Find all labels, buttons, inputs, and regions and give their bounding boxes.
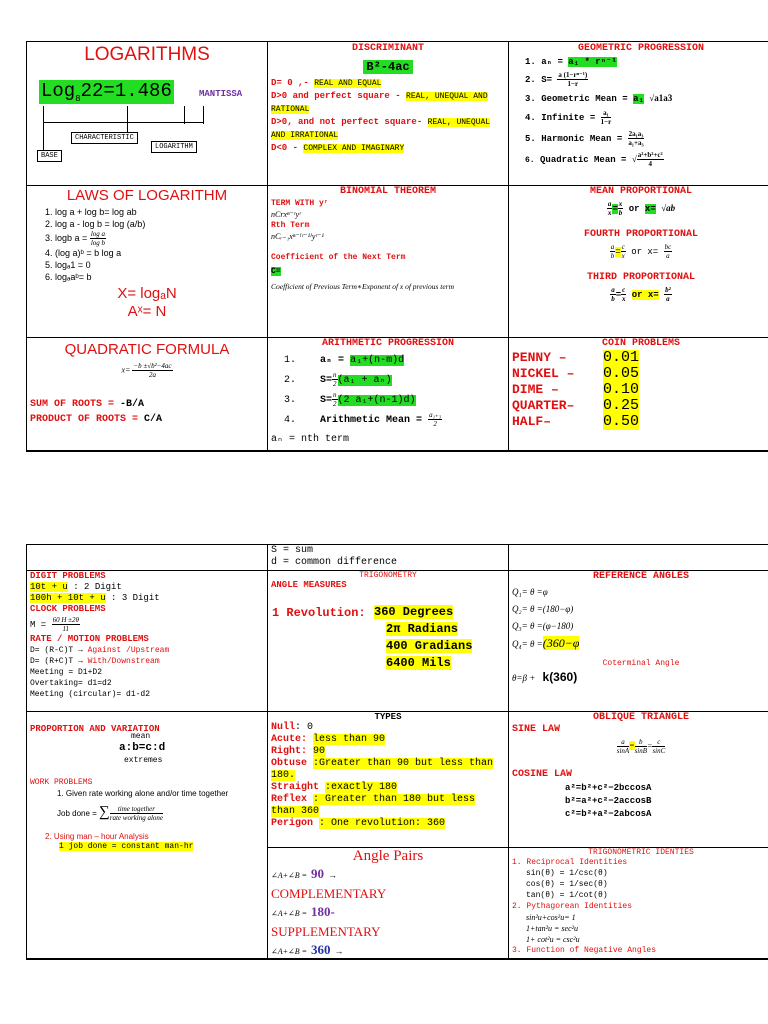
log-x-formula: X= logₐN [117,285,177,302]
logarithm-box: LOGARITHM [151,141,197,153]
geo-item-5: 5. [525,133,536,144]
digit-2-desc: : 3 Digit [111,593,160,603]
pythagorean-1: sin²u+cos²u= 1 [526,913,576,922]
proportion-title: PROPORTION AND VARIATION [30,724,160,734]
discriminant-formula: B²-4ac [363,60,412,74]
discriminant-cell [267,41,509,186]
arith-note: aₙ = nth term [271,434,350,446]
type-reflex-value: : Greater than 180 but less than 360 [271,794,476,817]
geometric-progression-cell: GEOMETRIC PROGRESSION 1. aₙ = a₁ * rⁿ⁻¹ 2. S= $\frac{\text{a (1−rⁿ⁻¹)}}{1-r}$ 3. Geometric Mean = a₁ √a1a3 4. Infinite = $\frac{\text{a₁}}{1-r}$ 5. Harmonic Mean = $\frac{\text{2a₁a₃}}{\text{a₁+a₃}}$ 6. Quadratic Mean = √ $\frac{\text{a²+b²+c²}}{4}$ [508,41,768,186]
rev-degrees: 360 Degrees [374,605,454,619]
ref-q4: Q₄= θ = [512,639,543,649]
proportion-cell: PROPORTION AND VARIATION mean a:b=c:d extremes WORK PROBLEMS 1. Given rate working alone and/or time together Job done = ∑ $\frac{\text{time together}}{\text{rate working alone}}$ 2. Using man – hour Analysis 1 job done = constant man-hr [26,711,268,960]
arith-mean: Arithmetic Mean = [320,415,423,427]
geo-an: aₙ = [541,57,563,67]
mp-or: or [628,203,640,214]
reference-title: REFERENCE ANGLES [592,571,689,582]
coin-nickel: NICKEL – [512,366,575,381]
geo-qm-num: a²+b²+c² [637,151,663,159]
geo-an-value: a₁ * rⁿ⁻¹ [568,57,617,67]
discriminant-cases [268,75,508,157]
type-reflex: Reflex [271,794,308,805]
type-acute-value: less than 90 [313,734,386,745]
cosine-law-title: COSINE LAW [512,769,573,780]
pair-supp-value: 180- [310,904,335,919]
type-null-value: : 0 [295,722,314,733]
proportion-extremes: extremes [124,756,163,765]
arith-an-value: a₁+(n-m)d [350,355,405,366]
law-6: 6. logₐaᵇ= b [45,272,92,282]
reciprocal-tan: tan(θ) = 1/cot(θ) [526,891,608,900]
ref-q2: Q₂= θ =(180−φ) [512,604,574,614]
job-den: rate working alone [109,814,164,823]
laws-cell [26,185,268,338]
rate-2-desc: With/Downstream [87,657,160,666]
arith-mean-num: a₁₊₃ [429,411,442,420]
type-perigon-value: : One revolution: 360 [319,818,446,829]
d-positive-square: D>0 and perfect square - [271,91,401,101]
angle-pairs-title: Angle Pairs [352,848,424,864]
pythagorean-3: 1+ cot²u = csc²u [526,935,580,944]
cosine-law-a: a²=b²+c²−2bccosA [565,783,652,793]
law-1: 1. log a + log b= log ab [45,207,137,217]
arith-item-4: 4. [284,415,297,427]
sum-roots-value: -B/A [120,399,145,410]
quadratic-num: −b ±√b²−4ac [133,362,172,370]
job-num: time together [110,805,163,814]
mean-proportional-title: MEAN PROPORTIONAL [589,186,693,197]
pythagorean-2: 1+tan²u = sec²u [526,924,579,933]
law-2: 2. log a - log b = log (a/b) [45,219,146,229]
revolution-label: 1 Revolution: [272,606,366,620]
reciprocal-sin: sin(θ) = 1/csc(θ) [526,869,608,878]
type-null: Null [271,722,296,733]
identities-title: TRIGONOMETRIC IDENTIES [588,848,694,857]
proportional-cell: MEAN PROPORTIONAL $\frac{a}{x}$ = $\frac{x}{b}$ or x= √ab FOURTH PROPORTIONAL $\frac{a}{b}$ = $\frac{c}{x}$ or x= $\frac{bc}{a}$ THIRD PROPORTIONAL $\frac{a}{b}$ = $\frac{c}{x}$ or x= $\frac{\text{b²}}{a}$ [508,185,768,338]
arith-item-2: 2. [284,375,297,387]
product-roots-label: PRODUCT OF ROOTS = [30,414,139,425]
logarithms-title: LOGARITHMS [84,44,210,65]
oblique-title: OBLIQUE TRIANGLE [592,712,689,723]
rev-radians: 2π Radians [386,622,459,636]
mantissa-label: MANTISSA [199,89,243,99]
angle-types-cell [267,711,509,848]
binomial-cell [267,185,509,338]
geo-harmonic: Harmonic Mean = [541,133,623,144]
digit-2: 100h + 10t + u [30,593,106,603]
type-right-value: 90 [313,746,326,757]
pair-comp-formula: ∠A+∠B = [271,871,307,880]
binomial-title: BINOMIAL THEOREM [339,186,436,197]
reference-angles-cell [508,570,768,712]
type-obtuse: Obtuse [271,758,308,769]
rate-1: D= (R-C)T → [30,646,83,655]
arith-item-3: 3. [284,395,297,407]
arithmetic-cell: ARITHMETIC PROGRESSION 1. aₙ = a₁+(n-m)d 2. S= $\frac{n}{2}$ (a₁ + aₙ) 3. S= $\frac{n}{2}$ (2 a₁+(n-1)d) 4. Arithmetic Mean = $\frac{\text{a₁₊₃}}{2}$ aₙ = nth term [267,337,509,452]
geo-sum: 2. S= [525,74,553,85]
geo-item-3: 3. [525,94,536,104]
arith-item-1: 1. [284,355,297,366]
d-zero-result: REAL AND EQUAL [314,79,382,88]
rate-4: Overtaking= d1=d2 [30,679,112,688]
law-3-den: log b [90,239,106,247]
geometric-title: GEOMETRIC PROGRESSION [577,43,705,54]
log-value: 22=1.486 [80,80,172,102]
angle-pairs-cell [267,847,509,960]
pair-comp-value: 90 [310,866,324,881]
page2-top-right [508,544,768,571]
binomial-coef-formula: Coefficient of Previous Term∗Exponent of x of previous term [271,282,454,291]
negative-angles-title: 3. Function of Negative Angles [512,946,657,955]
log-example [39,80,174,104]
coterminal-k: k(360) [542,670,578,684]
law-5: 5. logₐ1 = 0 [45,260,91,270]
d-positive-nonsquare: D>0, and not perfect square- [271,117,423,127]
type-right: Right: [271,746,308,757]
ref-q4-value: (360−φ [542,636,580,650]
coin-quarter: QUARTER– [512,398,575,413]
arithmetic-title: ARITHMETIC PROGRESSION [321,338,455,349]
geo-gm-label: Geometric Mean [541,94,617,104]
geo-sum-num: a (1−rⁿ⁻¹) [558,71,588,79]
coin-quarter-value: 0.25 [603,397,640,414]
mp-a: a [607,200,612,208]
arith-n: n [333,371,337,379]
law-3: 3. logb a = [45,232,88,243]
coin-nickel-value: 0.05 [603,365,640,382]
coterminal-title: Coterminal Angle [602,659,680,668]
arith-s: S= [320,375,333,387]
d-positive-nonsquare-result: REAL, UNEQUAL AND IRRATIONAL [271,118,491,140]
ref-q1: Q₁= θ =φ [512,587,548,597]
geo-gm-root: √a1a3 [649,93,673,103]
product-roots-value: C/A [144,414,163,425]
law-3-num: log a [90,230,106,238]
clock-title: CLOCK PROBLEMS [30,604,106,614]
geo-hm-den: a₁+a₃ [628,139,644,147]
coin-cell [508,337,768,452]
page2-top-middle [267,544,509,571]
work-item-2: 2. Using man – hour Analysis [45,832,149,842]
coin-penny-value: 0.01 [603,349,640,366]
pair-supp-formula: ∠A+∠B = [271,909,307,918]
type-straight-value: :exactly 180 [325,782,398,793]
supplementary-label: SUPPLEMENTARY [271,924,381,939]
geo-item-1: 1. [525,57,536,67]
digit-1-desc: : 2 Digit [73,582,122,592]
binomial-rth-formula: nCᵣ₋₁xⁿ⁻⁽ʳ⁻¹⁾yʳ⁻¹ [271,232,324,241]
geo-item-6: 6. [525,155,535,165]
coin-penny: PENNY – [512,350,567,365]
arith-mean-den: 2 [433,420,437,429]
geo-quadratic: Quadratic Mean = [540,154,627,165]
job-done-label: Job done = [57,809,97,818]
arith-s3: (2 a₁+(n-1)d) [337,395,416,407]
rev-gradians: 400 Gradians [386,639,473,653]
geo-inf-den: 1−r [600,118,612,126]
mp-x2: x [618,200,623,208]
angle-measures-cell [267,570,509,712]
oblique-triangle-cell: OBLIQUE TRIANGLE SINE LAW $\frac{a}{\sin A}$ = $\frac{b}{\sin B}$ = $\frac{c}{\sin C}$ COSINE LAW a²=b²+c²−2bccosA b²=a²+c²−2accosB c²=b²+a²−2abcosA [508,711,768,848]
complementary-label: COMPLEMENTARY [271,886,387,901]
coterminal-formula: θ=β + [512,673,536,683]
clock-m: M = [30,619,47,630]
geo-hm-num: 2a₁a₃ [628,130,644,138]
pair-comp-arrow: → [327,870,337,880]
logarithms-cell [26,41,268,186]
work-title: WORK PROBLEMS [30,778,93,787]
quadratic-title: QUADRATIC FORMULA [64,341,230,358]
cosine-law-b: b²=a²+c²−2accosB [565,796,652,806]
d-zero: D= 0 ,- [271,78,309,88]
proportion-mean: mean [131,732,151,741]
arith-s2: (a₁ + aₙ) [337,375,392,387]
rev-mils: 6400 Mils [386,656,451,670]
laws-title: LAWS OF LOGARITHM [66,187,228,204]
diff-note: d = common difference [271,557,398,568]
quadratic-den: 2a [148,371,156,379]
work-item-2-formula: 1 job done = constant man-hr [59,842,194,852]
work-item-1: 1. Given rate working alone and/or time together [57,789,229,798]
types-title: TYPES [374,712,402,722]
clock-num: 60 H ±2θ [52,616,79,624]
rate-2: D= (R+C)T → [30,657,83,666]
proportion-ratio: a:b=c:d [119,742,166,754]
fourth-or: or x= [631,246,659,257]
log-ax-formula: Aˣ= N [127,303,167,320]
sum-roots-label: SUM OF ROOTS = [30,399,115,410]
geo-gm-eq: = [622,94,628,104]
type-straight: Straight [271,782,320,793]
coin-half-value: 0.50 [603,413,640,430]
law-4: 4. (log a)ᵇ = b log a [45,248,122,258]
rate-5: Meeting (circular)= d1-d2 [30,690,151,699]
pair-perigon-arrow: → [334,946,344,956]
log-word: Log [41,80,76,102]
page2-top-left [26,544,268,571]
rate-3: Meeting = D1+D2 [30,668,103,677]
geo-sum-den: 1−r [567,80,579,88]
trig-identities-cell [508,847,768,960]
type-acute: Acute: [271,734,308,745]
reciprocal-title: 1. Reciprocal Identities [512,858,628,867]
third-proportional-title: THIRD PROPORTIONAL [586,272,696,283]
rate-title: RATE / MOTION PROBLEMS [30,634,149,644]
coin-dime-value: 0.10 [603,381,640,398]
digit-title: DIGIT PROBLEMS [30,571,106,581]
pythagorean-title: 2. Pythagorean Identities [512,902,633,911]
geo-infinite: Infinite = [541,112,596,123]
d-negative: D<0 - [271,143,299,153]
sum-note: S = sum [271,545,314,556]
geo-inf-num: a₁ [601,109,612,118]
base-box: BASE [37,150,62,162]
pair-perigon-value: 360 [310,942,331,957]
angle-measures-title: ANGLE MEASURES [271,580,347,590]
sine-law-title: SINE LAW [512,724,561,735]
third-or: or x= [631,289,659,300]
d-positive-square-result: REAL, UNEQUAL AND RATIONAL [271,92,488,114]
binomial-c: C= [271,267,281,276]
binomial-coef-label: Coefficient of the Next Term [271,253,406,262]
ref-q3: Q₃= θ =(φ−180) [512,621,574,631]
fourth-proportional-title: FOURTH PROPORTIONAL [583,229,699,240]
type-perigon: Perigon [271,818,314,829]
geo-item-4: 4. [525,112,536,123]
discriminant-title: DISCRIMINANT [351,43,424,54]
quadratic-cell [26,337,268,452]
mp-x1: x [607,209,612,217]
coin-title: COIN PROBLEMS [601,338,680,349]
type-obtuse-value: :Greater than 90 but less than 180. [271,758,494,781]
coin-dime: DIME – [512,382,559,397]
geo-gm-value: a₁ [633,94,644,104]
reciprocal-cos: cos(θ) = 1/sec(θ) [526,880,608,889]
misc-problems-cell [26,570,268,712]
binomial-term-label: TERM WITH yʳ [271,199,329,208]
digit-1: 10t + u [30,582,68,592]
quadratic-x: x= [121,365,131,375]
page2-formula-grid [26,544,768,959]
clock-den: 11 [62,625,70,633]
geo-qm-den: 4 [648,160,652,168]
log-base-value: 8 [75,93,81,104]
mp-b: b [618,209,623,217]
arith-an: aₙ = [320,355,345,366]
coin-half: HALF– [512,414,552,429]
d-negative-result: COMPLEX AND IMAGINARY [303,144,405,153]
mp-xeq: x= [644,203,656,214]
binomial-rth-label: Rth Term [271,221,310,230]
characteristic-box: CHARACTERISTIC [71,132,138,144]
mp-root: √ab [661,202,676,213]
rate-1-desc: Against /Upstream [87,646,170,655]
cosine-law-c: c²=b²+a²−2abcosA [565,809,652,819]
pair-perigon-formula: ∠A+∠B = [271,947,307,956]
page1-formula-grid [26,41,768,451]
trig-title: TRIGONOMETRY [359,571,417,580]
arith-two: 2 [333,380,337,388]
binomial-term-formula: nCrxⁿ⁻ʳyʳ [271,210,301,219]
